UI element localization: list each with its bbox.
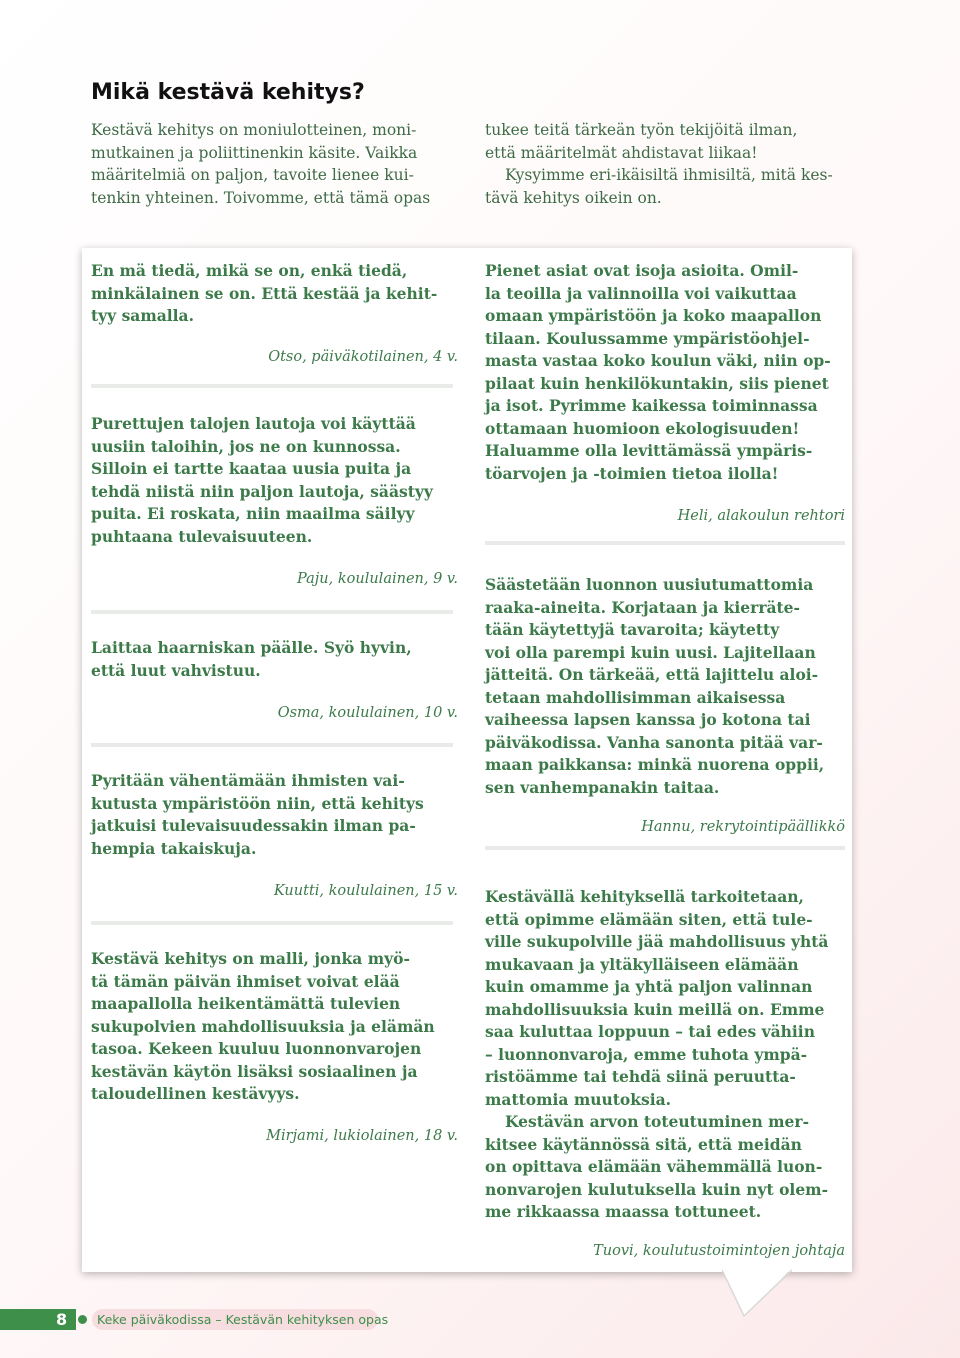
quote-line: mahdollisuuksia kuin meillä on. Emme <box>485 999 825 1019</box>
divider <box>91 610 453 614</box>
quote-line: voi olla parempi kuin uusi. Lajitellaan <box>485 642 816 662</box>
quote-line: Pienet asiat ovat isoja asioita. Omil- <box>485 261 799 280</box>
quote-line: ristöämme tai tehdä siinä peruutta- <box>485 1067 796 1086</box>
intro-line: mutkainen ja poliittinenkin käsite. Vaikka <box>91 143 418 162</box>
intro-left <box>91 119 461 209</box>
quote-line: Haluamme olla levittämässä ympäris- <box>485 441 813 460</box>
quote-line: sen vanhempanakin taitaa. <box>485 777 720 797</box>
quote-line: Laittaa haarniskan päälle. Syö hyvin, <box>91 638 412 657</box>
quote-author: Paju, koululainen, 9 v. <box>297 571 458 587</box>
quote-line: nonvarojen kulutuksella kuin nyt olem- <box>485 1179 829 1199</box>
quote-line: puhtaana tulevaisuuteen. <box>91 526 313 546</box>
quote-line: minkälainen se on. Että kestää ja kehit- <box>91 283 438 303</box>
quote-line: omaan ympäristöön ja koko maapallon <box>485 306 822 325</box>
intro-line: määritelmiä on paljon, tavoite lienee kui- <box>91 166 414 184</box>
quote-line: uusiin taloihin, jos ne on kunnossa. <box>91 436 401 456</box>
intro-line: että määritelmät ahdistavat liikaa! <box>485 143 758 162</box>
intro-line: tävä kehitys oikein on. <box>485 188 662 207</box>
quote-line: saa kuluttaa loppuun – tai edes vähiin <box>485 1022 815 1041</box>
intro-line: tenkin yhteinen. Toivomme, että tämä opas <box>91 188 431 207</box>
divider <box>91 921 453 925</box>
bullet-dot-icon <box>78 1315 87 1324</box>
quote-line: kitsee käytännössä sitä, että meidän <box>485 1134 802 1154</box>
quote-tuovi <box>485 886 855 1224</box>
divider <box>485 846 845 850</box>
quote-line: sukupolvien mahdollisuuksia ja elämän <box>91 1016 435 1036</box>
quote-line: raaka-aineita. Korjataan ja kierräte- <box>485 597 800 617</box>
quote-line: että luut vahvistuu. <box>91 660 261 680</box>
quote-line: mattomia muutoksia. <box>485 1089 672 1109</box>
intro-line: Kestävä kehitys on moniulotteinen, moni- <box>91 121 417 139</box>
quote-line: ville sukupolville jää mahdollisuus yhtä <box>485 932 829 951</box>
quote-line: Pyritään vähentämään ihmisten vai- <box>91 771 405 790</box>
quote-line: Kestävä kehitys on malli, jonka myö- <box>91 949 410 968</box>
quote-author: Mirjami, lukiolainen, 18 v. <box>266 1128 458 1144</box>
quote-line: Purettujen talojen lautoja voi käyttää <box>91 414 416 433</box>
quote-line: vaiheessa lapsen kanssa jo kotona tai <box>485 710 811 729</box>
quote-author: Tuovi, koulutustoimintojen johtaja <box>593 1243 845 1259</box>
page-number: 8 <box>56 1310 68 1329</box>
intro-right <box>485 119 860 209</box>
quote-author: Kuutti, koululainen, 15 v. <box>273 883 458 899</box>
quote-line: Silloin ei tartte kaataa uusia puita ja <box>91 459 412 478</box>
quote-line: maan paikkansa: minkä nuorena oppii, <box>485 755 825 774</box>
quote-line: Säästetään luonnon uusiutumattomia <box>485 575 814 594</box>
quote-line: ja isot. Pyrimme kaikessa toiminnassa <box>485 396 818 415</box>
quote-line: puita. Ei roskata, niin maailma säilyy <box>91 504 415 523</box>
quote-line: ottamaan huomioon ekologisuuden! <box>485 418 800 438</box>
quote-author: Osma, koululainen, 10 v. <box>277 705 458 721</box>
divider <box>91 743 453 747</box>
quote-line: taloudellinen kestävyys. <box>91 1084 300 1103</box>
quote-line: jatkuisi tulevaisuudessakin ilman pa- <box>91 816 416 835</box>
quote-line: – luonnonvaroja, emme tuhota ympä- <box>485 1044 808 1064</box>
quote-author: Otso, päiväkotilainen, 4 v. <box>268 349 458 365</box>
quote-line: tetaan mahdollisimman aikaisessa <box>485 687 786 707</box>
quote-line: En mä tiedä, mikä se on, enkä tiedä, <box>91 261 408 280</box>
quote-line: kuin omamme ja yhtä paljon valinnan <box>485 977 813 996</box>
quote-line: tilaan. Koulussamme ympäristöohjel- <box>485 328 810 348</box>
quote-line: maapallolla heikentämättä tulevien <box>91 994 401 1013</box>
quote-line: kestävän käytön lisäksi sosiaalinen ja <box>91 1061 418 1081</box>
quote-line: tyy samalla. <box>91 306 194 325</box>
quote-line: jätteitä. On tärkeää, että lajittelu aloi- <box>485 665 819 684</box>
quote-line: töarvojen ja -toimien tietoa ilolla! <box>485 463 779 483</box>
quote-author: Heli, alakoulun rehtori <box>677 508 845 524</box>
quote-heli <box>485 260 855 485</box>
page-title: Mikä kestävä kehitys? <box>91 80 365 105</box>
quote-line: pilaat kuin henkilökuntakin, siis pienet <box>485 373 829 393</box>
quote-line: Kestävän arvon toteutuminen mer- <box>505 1112 810 1131</box>
quote-hannu <box>485 574 855 799</box>
quote-line: mukavaan ja yltäkylläiseen elämään <box>485 954 799 974</box>
divider <box>91 384 453 388</box>
quote-line: Kestävällä kehityksellä tarkoitetaan, <box>485 887 804 906</box>
divider <box>485 541 845 545</box>
quote-line: tään käytettyjä tavaroita; käytetty <box>485 620 780 639</box>
quote-osma <box>91 637 458 682</box>
quote-line: päiväkodissa. Vanha sanonta pitää var- <box>485 732 823 752</box>
quote-line: on opittava elämään vähemmällä luon- <box>485 1157 823 1176</box>
footer-title: Keke päiväkodissa – Kestävän kehityksen opas <box>97 1312 389 1327</box>
quote-otso <box>91 260 458 328</box>
quote-line: tasoa. Kekeen kuuluu luonnonvarojen <box>91 1039 422 1058</box>
speech-bubble-tail <box>722 1268 792 1318</box>
quote-line: että opimme elämään siten, että tule- <box>485 909 813 929</box>
quote-line: kutusta ympäristöön niin, että kehitys <box>91 793 424 813</box>
quote-author: Hannu, rekrytointipäällikkö <box>641 819 845 835</box>
quote-line: tä tämän päivän ihmiset voivat elää <box>91 971 400 991</box>
intro-line: tukee teitä tärkeän työn tekijöitä ilman, <box>485 121 798 139</box>
quote-line: la teoilla ja valinnoilla voi vaikuttaa <box>485 283 797 303</box>
intro-line: Kysyimme eri-ikäisiltä ihmisiltä, mitä kes- <box>505 166 833 184</box>
quote-line: tehdä niistä niin paljon lautoja, säästyy <box>91 481 433 501</box>
quote-kuutti <box>91 770 458 860</box>
quote-line: masta vastaa koko koulun väki, niin op- <box>485 351 831 370</box>
quote-line: me rikkaassa maassa tottuneet. <box>485 1202 762 1221</box>
quote-line: hempia takaiskuja. <box>91 838 257 858</box>
quote-mirjami <box>91 948 458 1106</box>
quote-paju <box>91 413 458 548</box>
